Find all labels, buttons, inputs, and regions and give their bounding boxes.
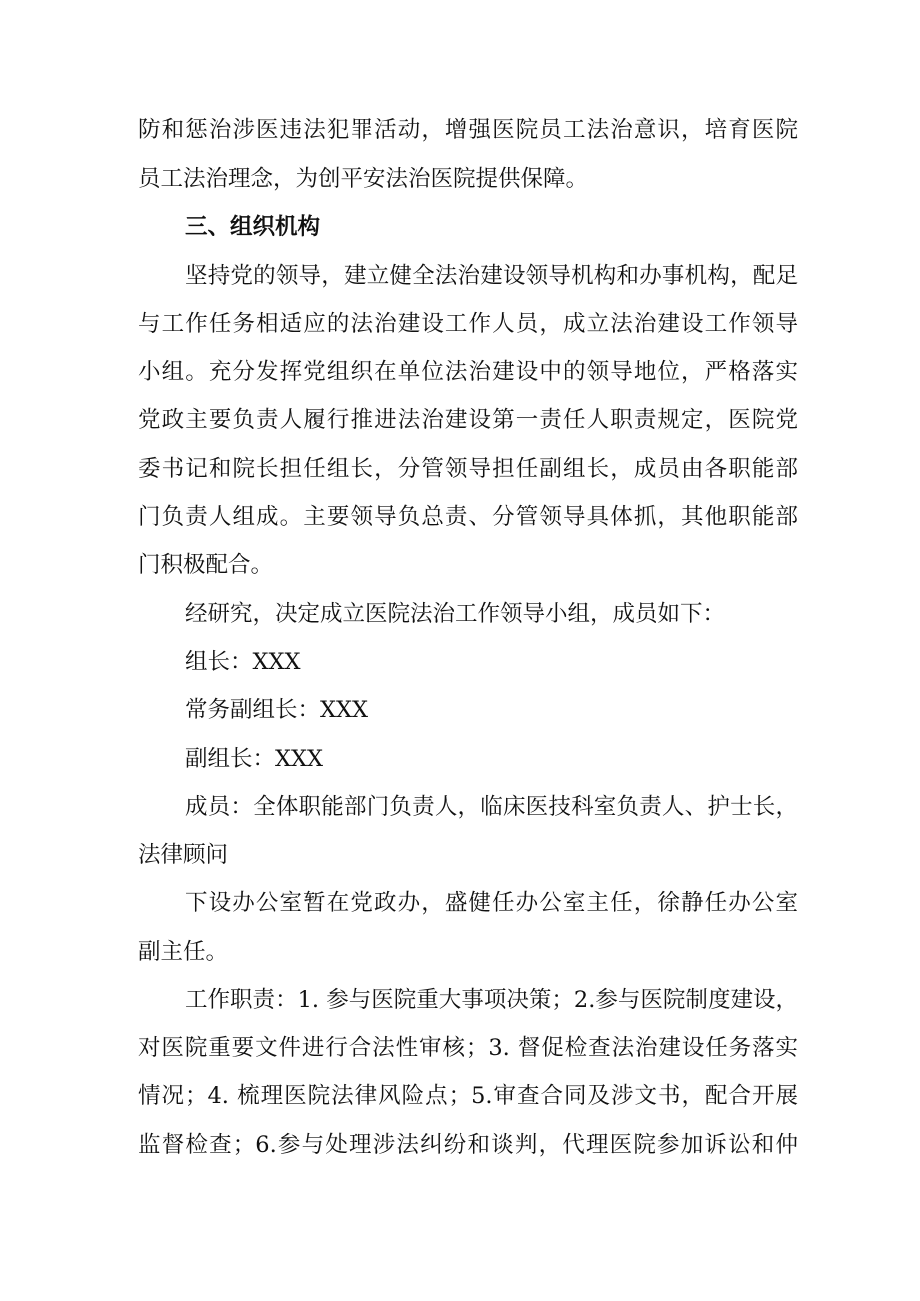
body-text-line: 监督检查；6.参与处理涉法纠纷和谈判，代理医院参加诉讼和仲	[138, 1132, 798, 1158]
member-line-executive-deputy: 常务副组长：XXX	[185, 697, 369, 723]
body-text-line: 法律顾问	[138, 842, 229, 868]
body-text-line: 小组。充分发挥党组织在单位法治建设中的领导地位，严格落实	[138, 359, 798, 385]
member-line-leader: 组长：XXX	[185, 649, 301, 675]
body-text-line: 党政主要负责人履行推进法治建设第一责任人职责规定，医院党	[138, 407, 798, 433]
member-line-deputy: 副组长：XXX	[185, 746, 324, 772]
member-line-members: 成员：全体职能部门负责人，临床医技科室负责人、护士长，	[185, 794, 798, 820]
body-text-line: 经研究，决定成立医院法治工作领导小组，成员如下：	[185, 601, 726, 627]
body-text-line: 情况；4. 梳理医院法律风险点；5.审查合同及涉文书，配合开展	[138, 1083, 798, 1109]
body-text-line: 坚持党的领导，建立健全法治建设领导机构和办事机构，配足	[185, 263, 798, 289]
body-text-line: 委书记和院长担任组长，分管领导担任副组长，成员由各职能部	[138, 456, 798, 482]
body-text-line: 防和惩治涉医违法犯罪活动，增强医院员工法治意识，培育医院	[138, 117, 798, 143]
body-text-line: 下设办公室暂在党政办，盛健任办公室主任，徐静任办公室	[185, 890, 798, 916]
body-text-line: 工作职责：1. 参与医院重大事项决策；2.参与医院制度建设，	[185, 987, 798, 1013]
body-text-line: 副主任。	[138, 939, 229, 965]
body-text-line: 员工法治理念，为创平安法治医院提供保障。	[138, 166, 589, 192]
body-text-line: 与工作任务相适应的法治建设工作人员，成立法治建设工作领导	[138, 311, 798, 337]
section-heading: 三、组织机构	[185, 214, 321, 240]
body-text-line: 门负责人组成。主要领导负总责、分管领导具体抓，其他职能部	[138, 504, 798, 530]
body-text-line: 门积极配合。	[138, 552, 274, 578]
body-text-line: 对医院重要文件进行合法性审核；3. 督促检查法治建设任务落实	[138, 1035, 798, 1061]
